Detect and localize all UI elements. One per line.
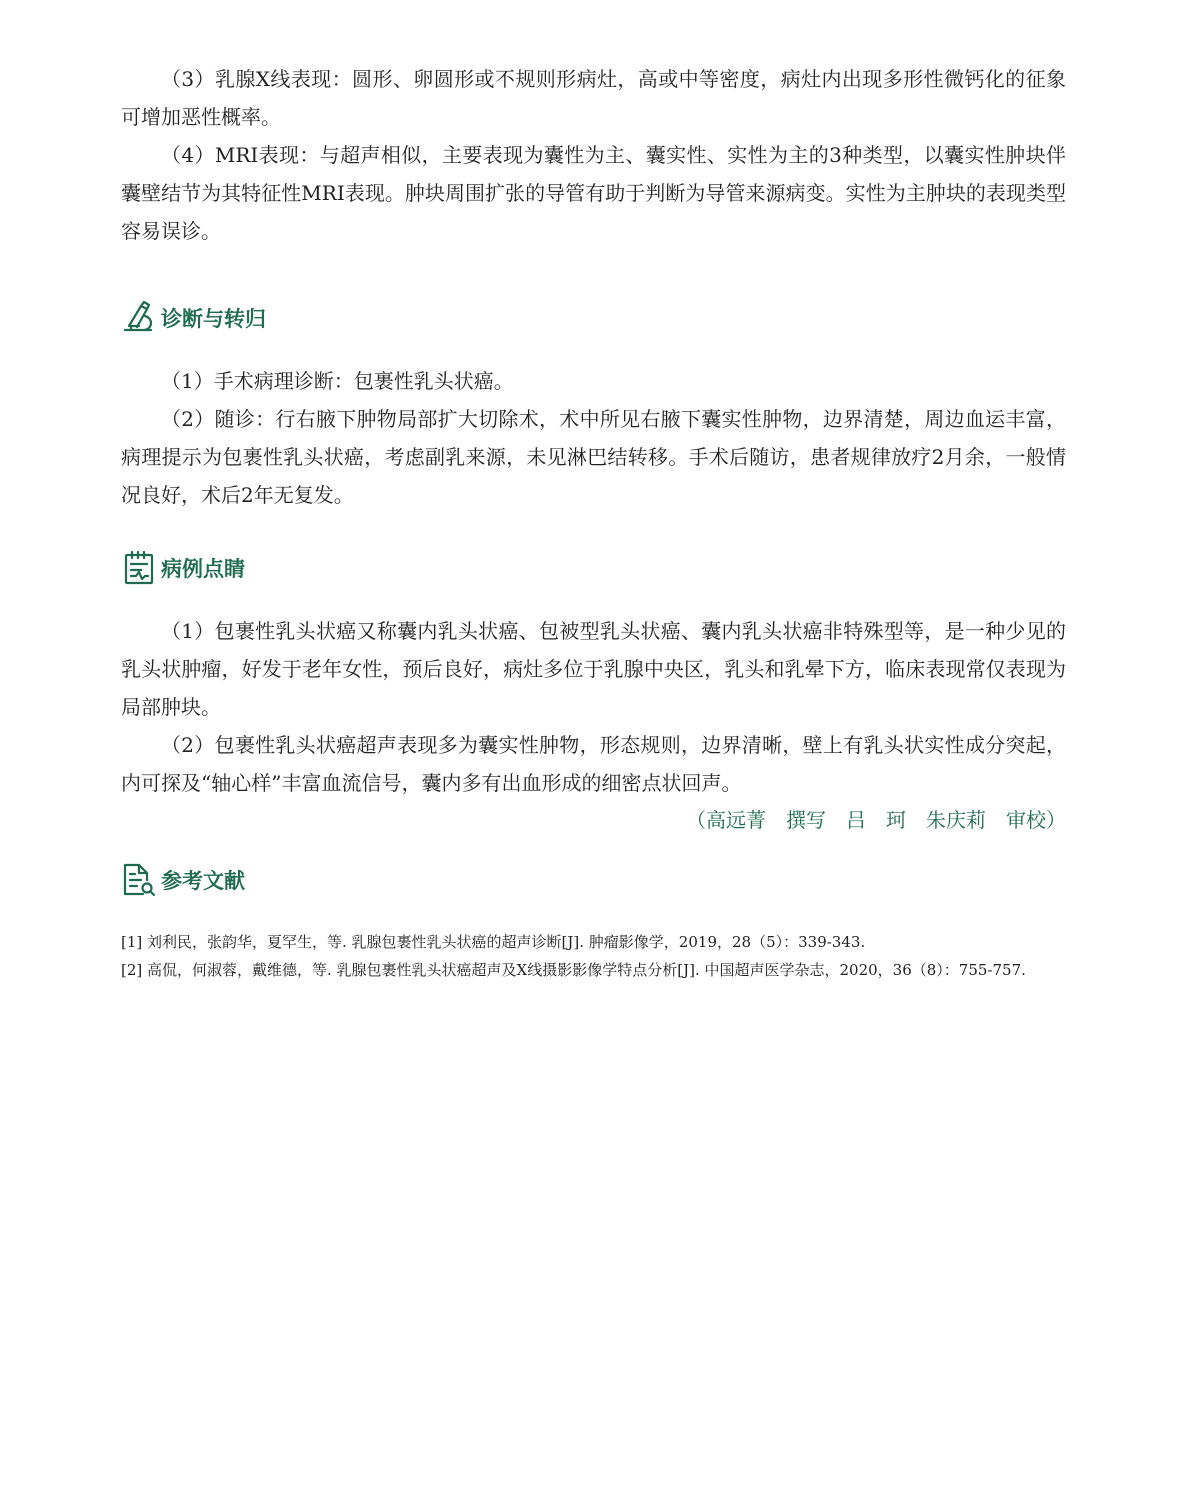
author-attribution: （高远菁 撰写 吕 珂 朱庆莉 审校） (686, 808, 1066, 832)
case-point-2: （2）包裹性乳头状癌超声表现多为囊实性肿物，形态规则，边界清晰，壁上有乳头状实性成分突起，内可探及“轴心样”丰富血流信号，囊内多有出血形成的细密点状回声。 (121, 733, 1066, 795)
xray-findings: （3）乳腺X线表现：圆形、卵圆形或不规则形病灶，高或中等密度，病灶内出现多形性微钙化的征象可增加恶性概率。 (121, 67, 1066, 129)
section-diagnosis-heading (121, 298, 1066, 338)
section-references-heading (121, 860, 1066, 900)
reference-item-1: [1] 刘利民，张韵华，夏罕生，等. 乳腺包裹性乳头状癌的超声诊断[J]. 肿瘤影像学，2019，28（5）：339-343. (121, 933, 866, 951)
section-title: 诊断与转归 (161, 307, 266, 331)
reference-item-2: [2] 高侃，何淑蓉，戴维德，等. 乳腺包裹性乳头状癌超声及X线摄影影像学特点分析[J]. 中国超声医学杂志，2020，36（8）：755-757. (121, 961, 1026, 979)
page-content (121, 60, 1066, 984)
notebook-icon (121, 550, 157, 586)
document-search-icon (121, 862, 157, 898)
mri-findings: （4）MRI表现：与超声相似，主要表现为囊性为主、囊实性、实性为主的3种类型，以囊实性肿块伴囊壁结节为其特征性MRI表现。肿块周围扩张的导管有助于判断为导管来源病变。实性为主肿块的表现类型容易误诊。 (121, 143, 1066, 243)
section-case-points-heading (121, 548, 1066, 588)
diagnosis-item-2: （2）随诊：行右腋下肿物局部扩大切除术，术中所见右腋下囊实性肿物，边界清楚，周边血运丰富，病理提示为包裹性乳头状癌，考虑副乳来源，未见淋巴结转移。手术后随访，患者规律放疗2月余，一般情况良好，术后2年无复发。 (121, 407, 1066, 507)
section-title: 病例点睛 (161, 557, 245, 581)
case-point-1: （1）包裹性乳头状癌又称囊内乳头状癌、包被型乳头状癌、囊内乳头状癌非特殊型等，是一种少见的乳头状肿瘤，好发于老年女性，预后良好，病灶多位于乳腺中央区，乳头和乳晕下方，临床表现常仅表现为局部肿块。 (121, 619, 1066, 719)
microscope-icon (121, 300, 157, 336)
diagnosis-item-1: （1）手术病理诊断：包裹性乳头状癌。 (161, 369, 514, 393)
section-title: 参考文献 (161, 869, 245, 893)
reference-list (121, 928, 1066, 984)
